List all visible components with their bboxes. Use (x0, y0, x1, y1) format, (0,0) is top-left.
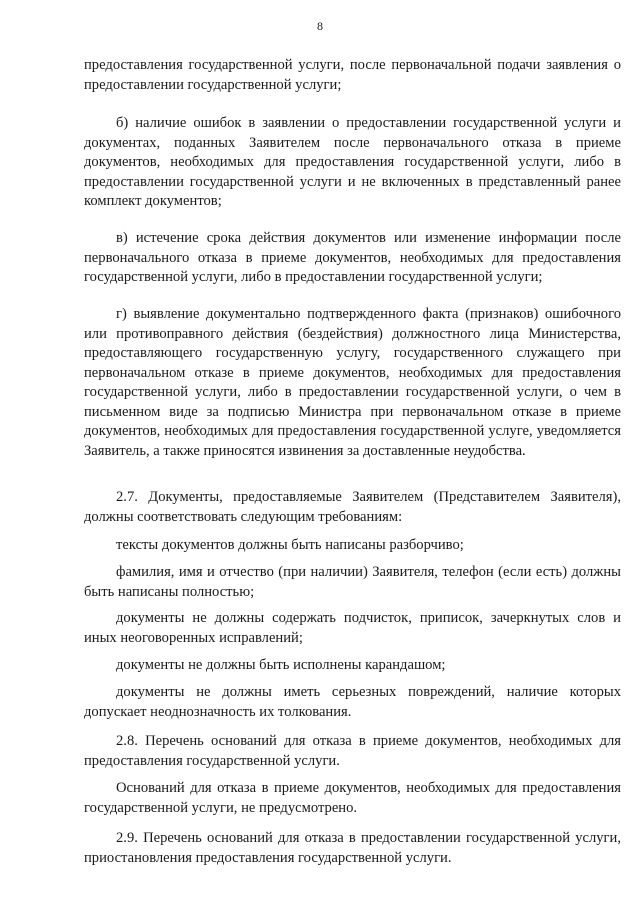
requirement-full-name: фамилия, имя и отчество (при наличии) Заявителя, телефон (если есть) должны быть написаны полностью; (84, 564, 621, 600)
paragraph-v: в) истечение срока действия документов или изменение информации после первоначального отказа в приеме документов, необходимых для предоставления государственной услуги, либо в предоставлении государственной услуги; (84, 230, 621, 285)
requirement-no-damage: документы не должны иметь серьезных повреждений, наличие которых допускает неоднозначность их толкования. (84, 684, 621, 720)
requirement-no-pencil: документы не должны быть исполнены карандашом; (116, 657, 446, 673)
paragraph-continuation: предоставления государственной услуги, после первоначальной подачи заявления о предоставлении государственной услуги; (84, 57, 621, 93)
requirement-legible: тексты документов должны быть написаны разборчиво; (116, 537, 464, 553)
paragraph-2-9: 2.9. Перечень оснований для отказа в предоставлении государственной услуги, приостановления предоставления государственной услуги. (84, 830, 621, 866)
paragraph-b: б) наличие ошибок в заявлении о предоставлении государственной услуги и документах, поданных Заявителем после первоначального отказа в приеме документов, необходимых для предоставления государственной услуги, либо в предоставлении государственной услуги и не включенных в представленный ранее комплект документов; (84, 115, 621, 209)
paragraph-2-8: 2.8. Перечень оснований для отказа в приеме документов, необходимых для предоставления государственной услуги. (84, 733, 621, 769)
requirement-no-erasures: документы не должны содержать подчисток, приписок, зачеркнутых слов и иных неоговоренных исправлений; (84, 610, 621, 646)
paragraph-no-grounds: Оснований для отказа в приеме документов, необходимых для предоставления государственной услуги, не предусмотрено. (84, 780, 621, 816)
page-number: 8 (317, 19, 323, 33)
paragraph-g: г) выявление документально подтвержденного факта (признаков) ошибочного или противоправного действия (бездействия) должностного лица Министерства, предоставляющего государственную услугу, государственного служащего при первоначальном отказе в приеме документов, необходимых для предоставления государственной услуги, либо в предоставлении государственной услуги, о чем в письменном виде за подписью Министра при первоначальном отказе в приеме документов, необходимых для предоставления государственной услуге, уведомляется Заявитель, а также приносятся извинения за доставленные неудобства. (84, 306, 621, 459)
paragraph-2-7: 2.7. Документы, предоставляемые Заявителем (Представителем Заявителя), должны соответствовать следующим требованиям: (84, 489, 621, 525)
